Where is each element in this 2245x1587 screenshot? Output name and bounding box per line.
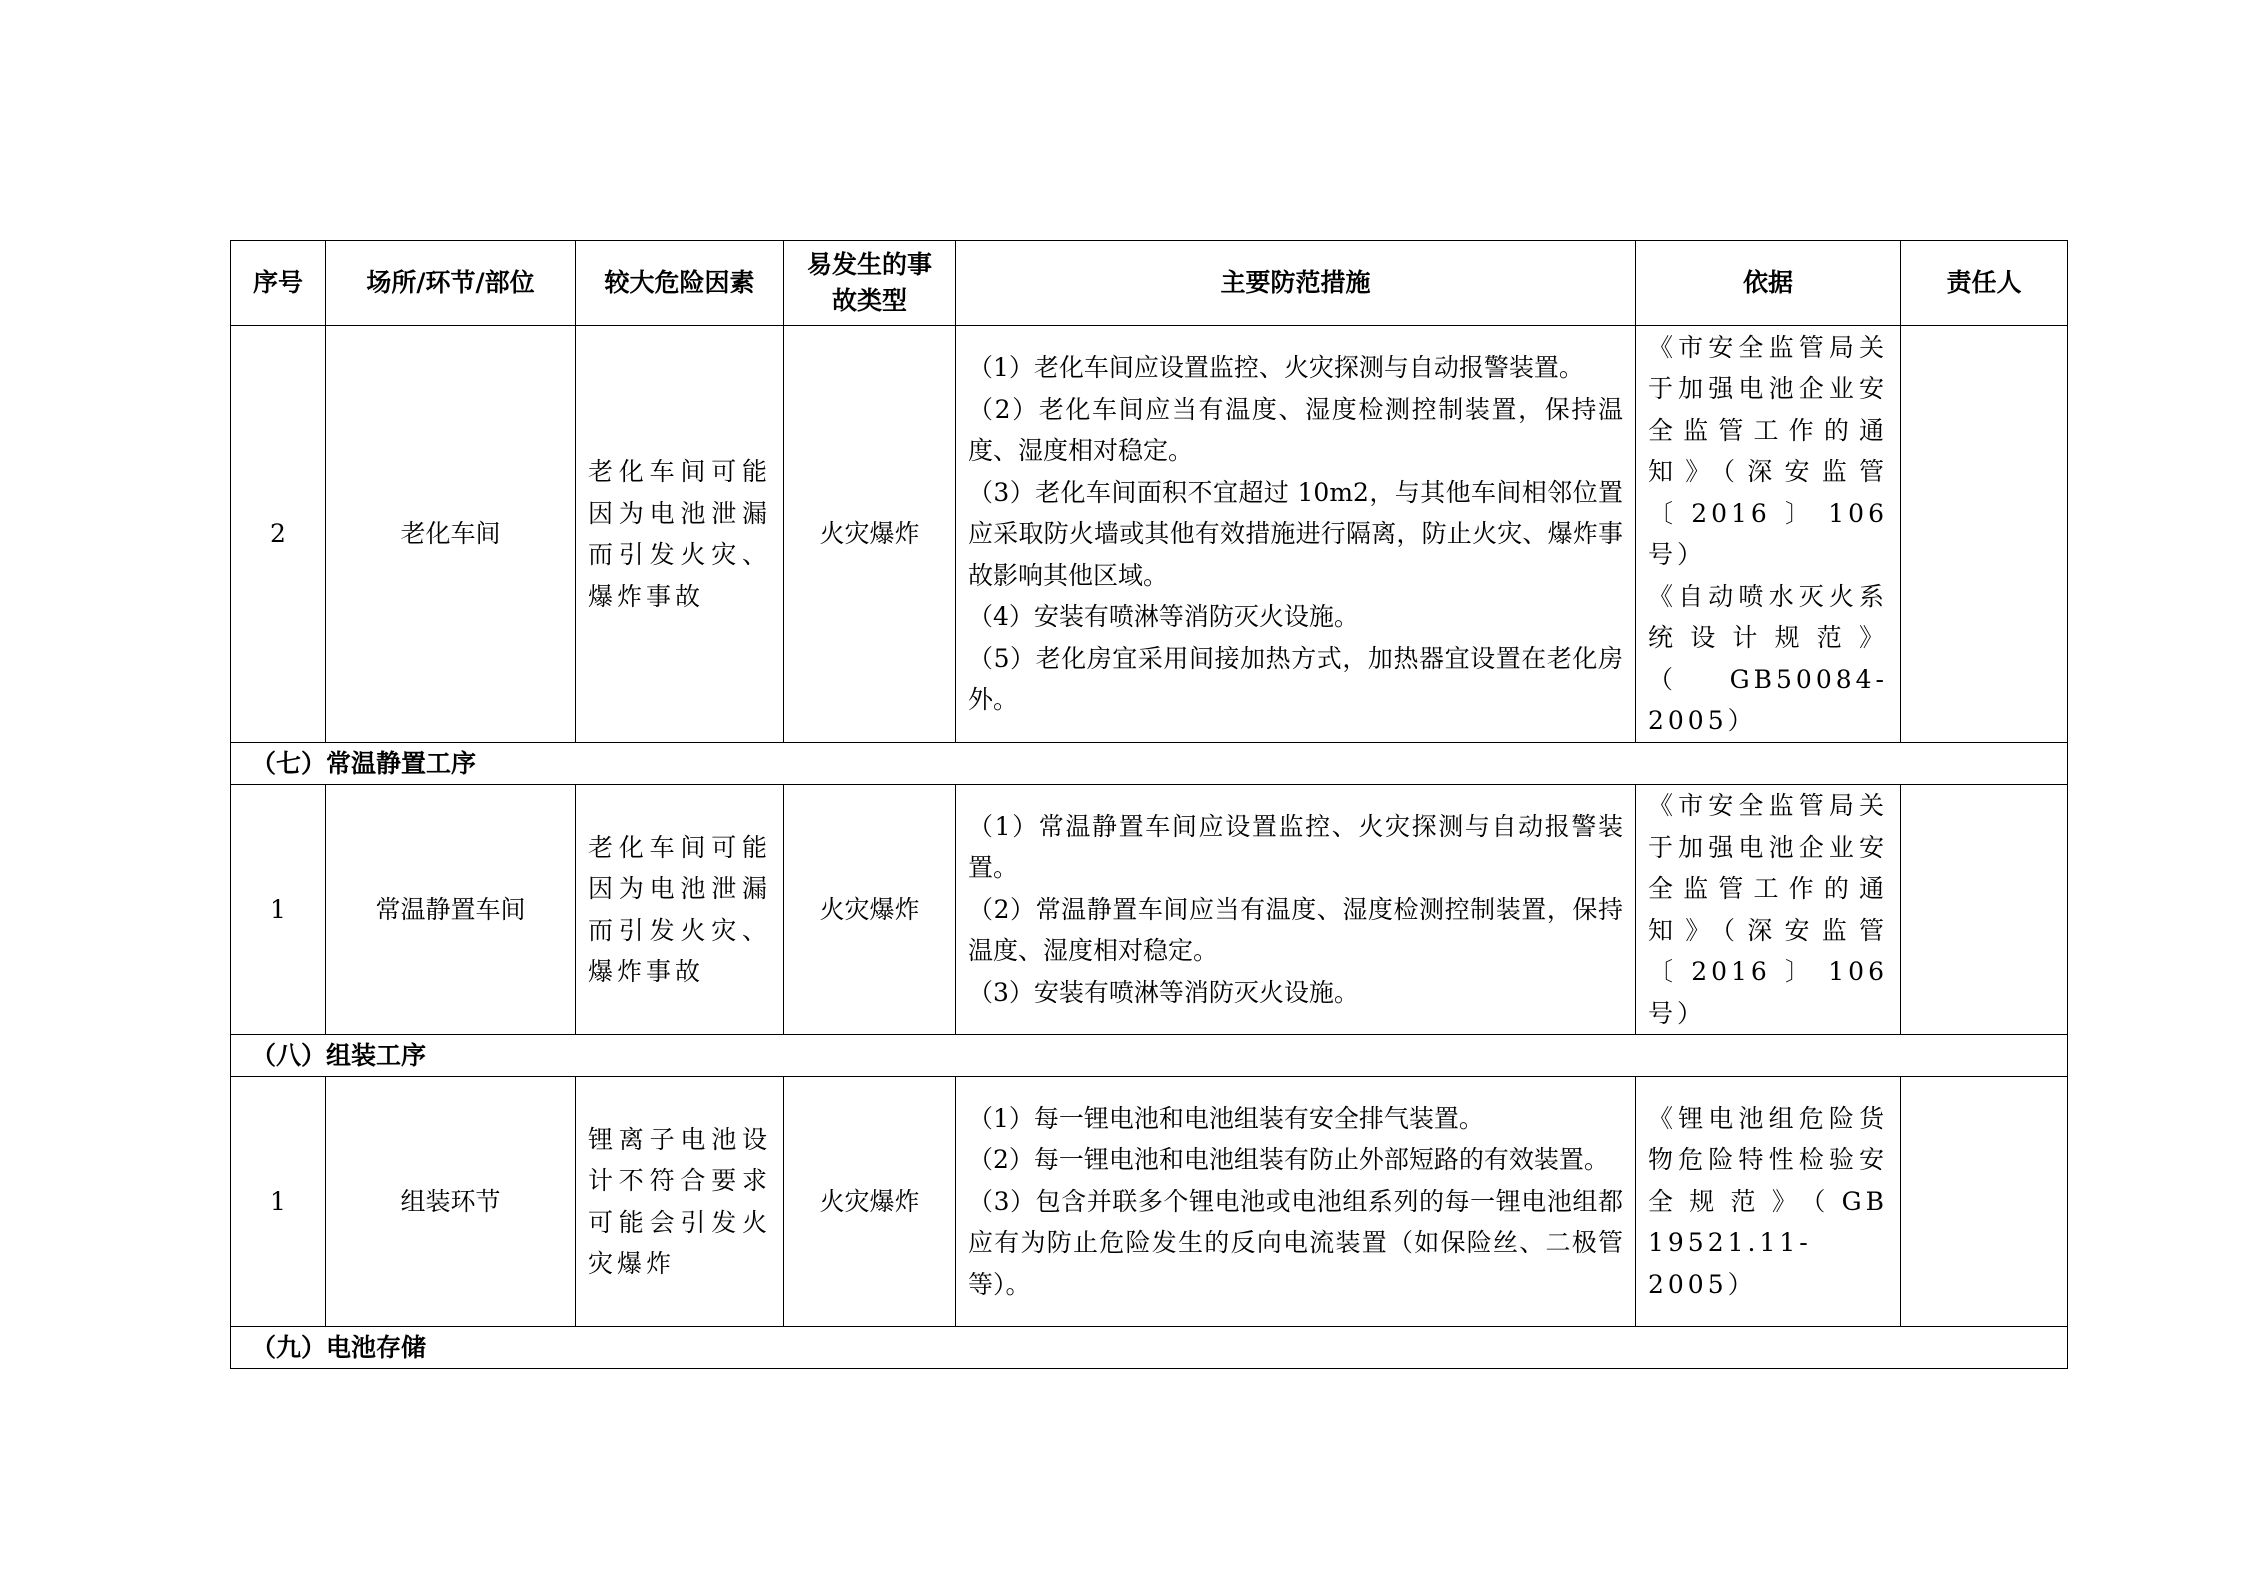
basis-item: 《市安全监管局关于加强电池企业安全监管工作的通知》（深安监管〔2016〕106 号） <box>1648 791 1888 1028</box>
header-basis: 依据 <box>1636 241 1901 326</box>
measure-item: （5）老化房宜采用间接加热方式，加热器宜设置在老化房外。 <box>968 643 1623 715</box>
cell-owner <box>1901 326 2068 743</box>
cell-basis <box>1636 1077 1901 1327</box>
header-row <box>231 241 2068 326</box>
measure-item: （1）每一锂电池和电池组装有安全排气装置。 <box>968 1103 1484 1133</box>
cell-basis <box>1636 785 1901 1035</box>
cell-place: 组装环节 <box>326 1077 576 1327</box>
table-row <box>231 785 2068 1035</box>
table-row <box>231 326 2068 743</box>
risk-control-table <box>230 240 2068 1369</box>
cell-measures <box>956 785 1636 1035</box>
measure-item: （4）安装有喷淋等消防灭火设施。 <box>968 602 1359 632</box>
section-title: （八）组装工序 <box>231 1035 2068 1077</box>
cell-measures <box>956 1077 1636 1327</box>
measure-item: （1）常温静置车间应设置监控、火灾探测与自动报警装置。 <box>968 811 1623 883</box>
cell-hazard: 锂离子电池设计不符合要求可能会引发火灾爆炸 <box>576 1077 784 1327</box>
section-row <box>231 1035 2068 1077</box>
basis-item: 《市安全监管局关于加强电池企业安全监管工作的通知》（深安监管〔2016〕106 号） <box>1648 332 1888 569</box>
cell-measures <box>956 326 1636 743</box>
section-row <box>231 743 2068 785</box>
measure-item: （2）常温静置车间应当有温度、湿度检测控制装置，保持温度、湿度相对稳定。 <box>968 894 1623 966</box>
cell-place: 常温静置车间 <box>326 785 576 1035</box>
cell-no: 1 <box>231 785 326 1035</box>
cell-owner <box>1901 1077 2068 1327</box>
header-place: 场所/环节/部位 <box>326 241 576 326</box>
header-owner: 责任人 <box>1901 241 2068 326</box>
header-measures: 主要防范措施 <box>956 241 1636 326</box>
header-hazard: 较大危险因素 <box>576 241 784 326</box>
measure-item: （3）安装有喷淋等消防灭火设施。 <box>968 977 1359 1007</box>
section-title: （九）电池存储 <box>231 1327 2068 1369</box>
measure-item: （2）每一锂电池和电池组装有防止外部短路的有效装置。 <box>968 1145 1609 1175</box>
measure-item: （2）老化车间应当有温度、湿度检测控制装置，保持温度、湿度相对稳定。 <box>968 394 1623 466</box>
cell-accident-type: 火灾爆炸 <box>784 1077 956 1327</box>
cell-accident-type: 火灾爆炸 <box>784 785 956 1035</box>
table-row <box>231 1077 2068 1327</box>
cell-owner <box>1901 785 2068 1035</box>
cell-no: 2 <box>231 326 326 743</box>
measure-item: （3）包含并联多个锂电池或电池组系列的每一锂电池组都应有为防止危险发生的反向电流装置（如保险丝、二极管等）。 <box>968 1186 1623 1299</box>
basis-item: 《锂电池组危险货物危险特性检验安全规范》（GB 19521.11-2005） <box>1648 1103 1888 1299</box>
cell-place: 老化车间 <box>326 326 576 743</box>
section-title: （七）常温静置工序 <box>231 743 2068 785</box>
measure-item: （1）老化车间应设置监控、火灾探测与自动报警装置。 <box>968 353 1584 383</box>
header-no: 序号 <box>231 241 326 326</box>
cell-no: 1 <box>231 1077 326 1327</box>
basis-item: 《自动喷水灭火系统设计规范》（GB50084-2005） <box>1648 581 1888 735</box>
section-row <box>231 1327 2068 1369</box>
measure-item: （3）老化车间面积不宜超过 10m2，与其他车间相邻位置应采取防火墙或其他有效措施进行隔离，防止火灾、爆炸事故影响其他区域。 <box>968 477 1623 590</box>
cell-hazard: 老化车间可能因为电池泄漏而引发火灾、爆炸事故 <box>576 785 784 1035</box>
cell-basis <box>1636 326 1901 743</box>
cell-accident-type: 火灾爆炸 <box>784 326 956 743</box>
header-accident-type: 易发生的事故类型 <box>784 241 956 326</box>
cell-hazard: 老化车间可能因为电池泄漏而引发火灾、爆炸事故 <box>576 326 784 743</box>
document-page <box>230 240 2067 1369</box>
